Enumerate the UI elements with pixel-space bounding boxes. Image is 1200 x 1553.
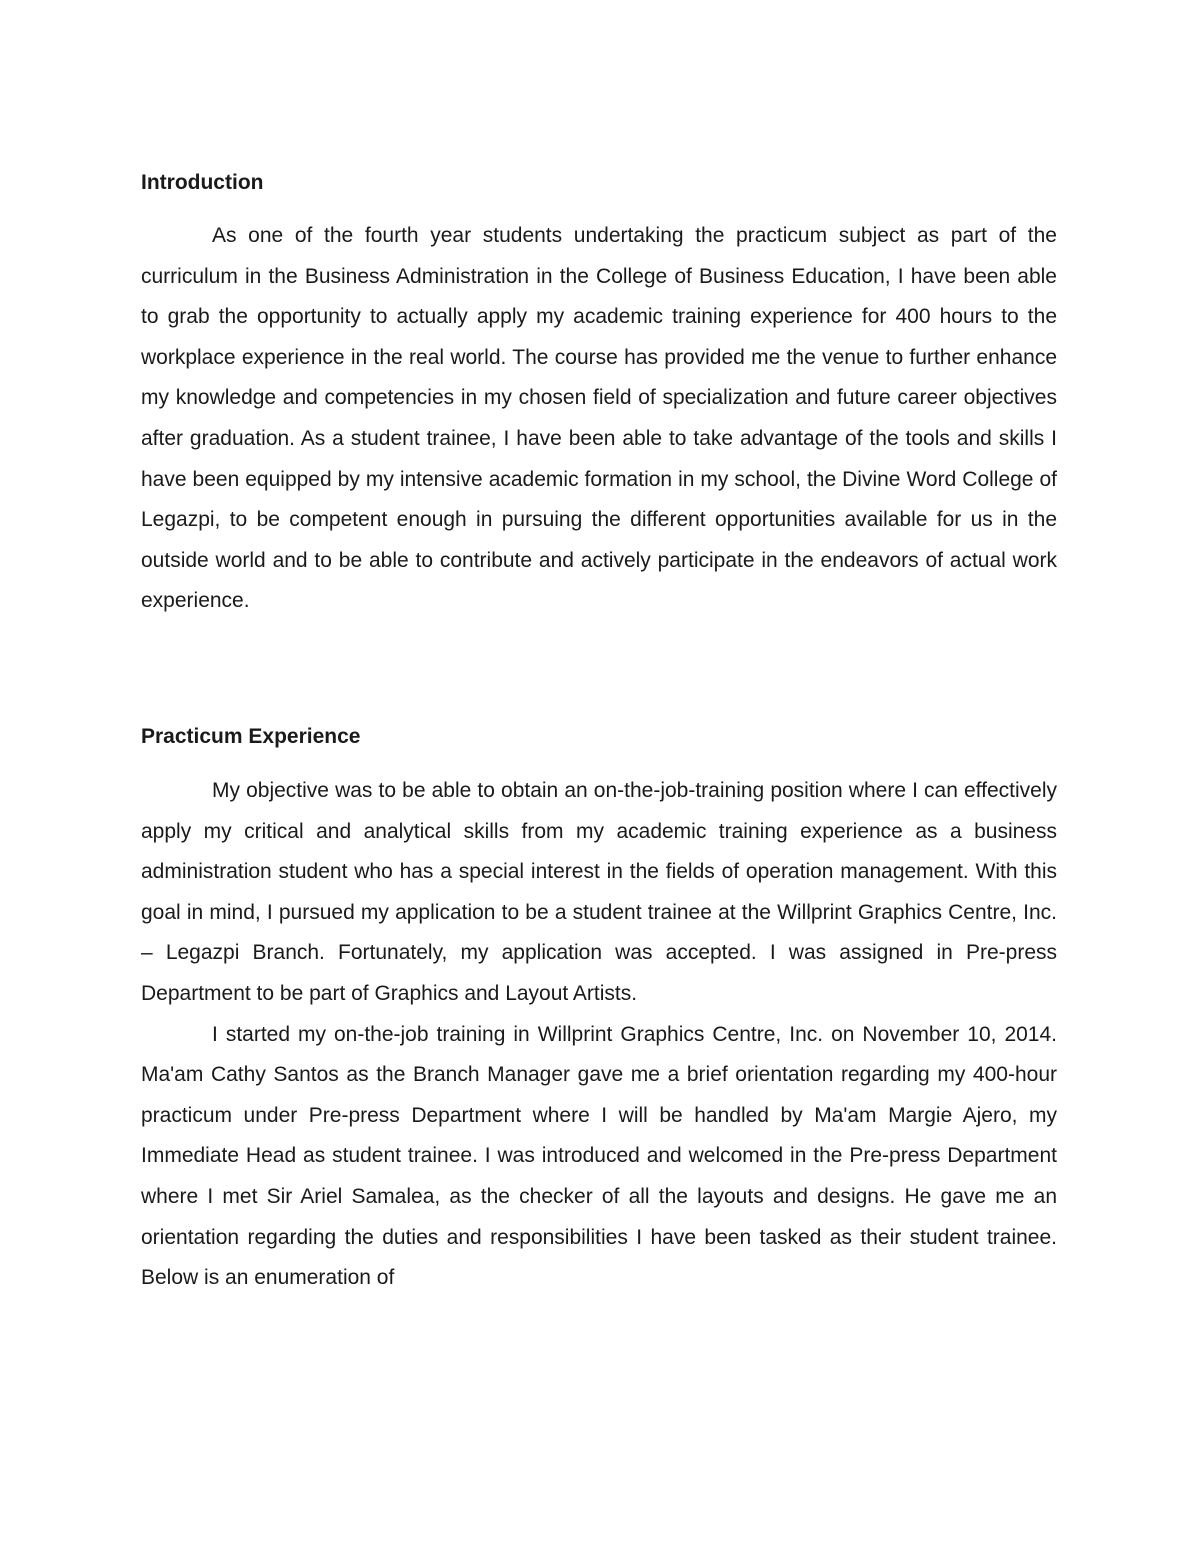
paragraph: I started my on-the-job training in Willprint Graphics Centre, Inc. on November 10, 2014. Ma'am Cathy Santos as the Branch Manager gave me a brief orientation regarding my 400-hour practicum under Pre-press Department where I will be handled by Ma'am Margie Ajero, my Immediate Head as student trainee. I was introduced and welcomed in the Pre-press Department where I met Sir Ariel Samalea, as the checker of all the layouts and designs. He gave me an orientation regarding the duties and responsibilities I have been tasked as their student trainee. Below is an enumeration of — [141, 1022, 1057, 1290]
paragraph: As one of the fourth year students undertaking the practicum subject as part of the curriculum in the Business Administration in the College of Business Education, I have been able to grab the opportunity to actually apply my academic training experience for 400 hours to the workplace experience in the real world. The course has provided me the venue to further enhance my knowledge and competencies in my chosen field of specialization and future career objectives after graduation. As a student trainee, I have been able to take advantage of the tools and skills I have been equipped by my intensive academic formation in my school, the Divine Word College of Legazpi, to be competent enough in pursuing the different opportunities available for us in the outside world and to be able to contribute and actively participate in the endeavors of actual work experience. — [141, 224, 1057, 613]
section-body-introduction — [141, 216, 1057, 622]
section-heading-practicum-experience: Practicum Experience — [141, 725, 361, 748]
paragraph: My objective was to be able to obtain an on-the-job-training position where I can effectively apply my critical and analytical skills from my academic training experience as a business administration student who has a special interest in the fields of operation management. With this goal in mind, I pursued my application to be a student trainee at the Willprint Graphics Centre, Inc. – Legazpi Branch. Fortunately, my application was accepted. I was assigned in Pre-press Department to be part of Graphics and Layout Artists. — [141, 779, 1057, 1005]
section-body-practicum-experience — [141, 771, 1057, 1299]
section-heading-introduction: Introduction — [141, 171, 264, 194]
